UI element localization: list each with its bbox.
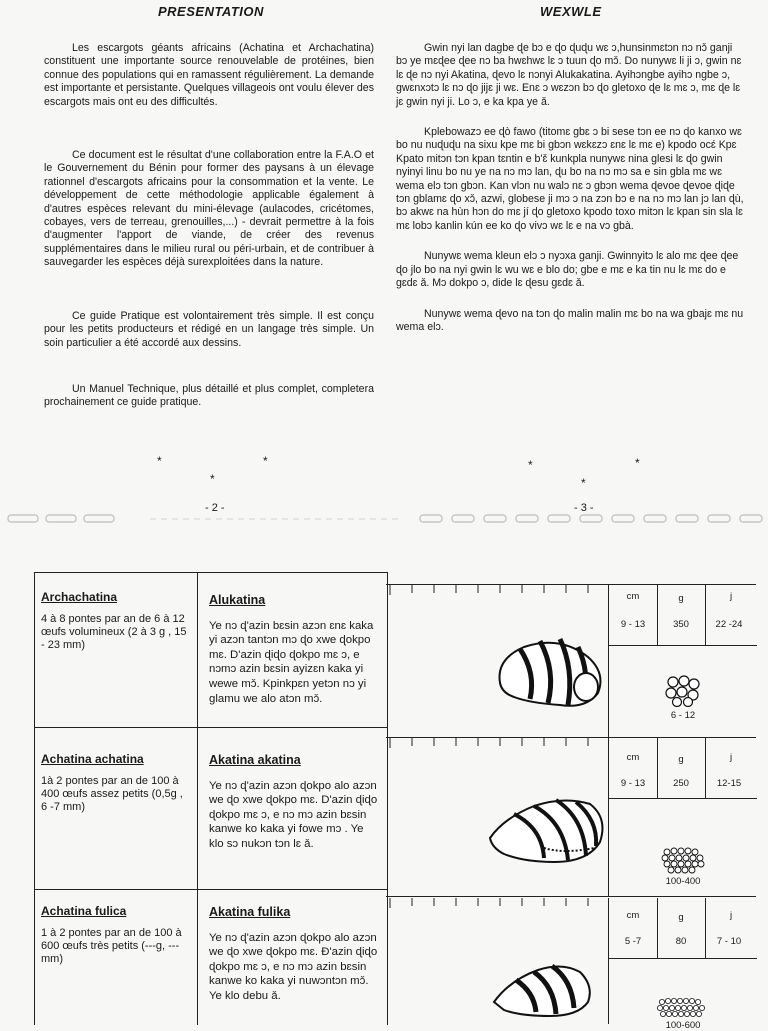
stat-header-cm: cm [626, 752, 640, 763]
snail-drawing-achatina-fulica [490, 950, 600, 1020]
species-name: Archachatina [41, 590, 118, 604]
species-cell [41, 753, 191, 814]
stats-box [608, 898, 757, 1031]
snail-drawing-achatina-achatina [484, 778, 614, 868]
eggs-drawing [657, 996, 707, 1020]
species-cell [41, 905, 191, 966]
asterisk: * [210, 472, 215, 486]
right-paragraph-1: Gwin nyi lan dagbe ɖe bɔ e ɖo ɖuɖu wɛ ɔ,hunsinmɛtɔn nɔ nɔ̌ ganji bɔ ye mɛɖee ɖee nɔ ba hwɛhwɛ lɛ ɔ tuun ɖo mɔ̌. Do nunywɛ li ji ɔ, gwin nɛ lɛ ɖe nɔ nyi Akatina, ɖevo lɛ nɔnyi Alukakatina. Ayihɔngbe ayihɔ ngbe ɔ, gwɛnxɔtɔ lɛ nɔ ɖo jijɛ ji wɛ. Enɛ ɔ wɛzɔn bɔ ɖo gletoxo ɖe lɛ mɛ ɔ, mɛ ɖe lɛ jɛ gwin nyi ji. Lo ɔ, e ka kpa ye ǎ. [396, 42, 742, 108]
snail-panel [386, 738, 756, 897]
left-paragraph-2: Ce document est le résultat d'une collaboration entre la F.A.O et le Gouvernement du Bénin pour former des paysans à un élevage rationnel d'escargots africains pour la consommation et la vente. Le développement de cette méthodologie applicable également à d'autres espèces relevant du mini-élevage (aulacodes, cricétomes, cobayes, vers de terreau, grenouilles,...) - devrait permettre à la fois d'augmenter l'apport de viande, de créer des revenus supplémentaires dans le milieu rural ou péri-urbain, et de contribuer à sauvegarder les espèces déjà surexploitées dans la nature. [44, 149, 374, 269]
stat-value-cm: 5 -7 [624, 936, 642, 947]
local-description: Ye nɔ ɖ'azin bɛsin azɔn ɛnɛ kaka yi azɔn tantɔn mɔ ɖo xwe ɖokpo mɛ. D'azin ɖiɖo ɖokpo mɛ ɔ, e nɔmɔ azin bɛsin ayizɛn kaka yi wewe mɔ̌. Kpinkpɛn yetɔn nɔ yi glamu we alo atɔn mɔ̌. [209, 619, 374, 705]
asterisk: * [157, 454, 162, 468]
stat-header-g: g [678, 593, 684, 604]
stat-value-cm: 9 - 13 [620, 778, 646, 789]
table-row [35, 727, 387, 890]
stat-header-j: j [729, 910, 733, 921]
eggs-drawing [661, 846, 705, 876]
species-cell [41, 591, 191, 652]
species-description: 1 à 2 pontes par an de 100 à 600 œufs très petits (---g, --- mm) [41, 927, 182, 965]
local-cell [209, 593, 381, 706]
left-page-number: - 2 - [205, 502, 225, 514]
stat-header-cm: cm [626, 591, 640, 602]
egg-count: 100-600 [665, 1020, 701, 1031]
local-description: Ye nɔ ɖ'azin azɔn ɖokpo alo azɔn we ɖo xwe ɖokpo mɛ. Ɖ'azin ɖiɖo ɖokpo mɛ ɔ, e nɔ mɔ azin bɛsin kanwe ko kaka yi nuwɔntɔn mɔ̌. Ye klo debu ǎ. [209, 931, 378, 1002]
asterisk: * [263, 454, 268, 468]
right-page-number: - 3 - [574, 502, 594, 514]
stat-value-cm: 9 - 13 [620, 619, 646, 630]
stat-header-g: g [678, 912, 684, 923]
table-row [35, 573, 387, 728]
left-page-body [44, 42, 374, 410]
species-name: Achatina achatina [41, 752, 144, 766]
stat-value-j: 12-15 [716, 778, 742, 789]
left-page-title: PRESENTATION [158, 4, 264, 19]
stats-box [608, 738, 757, 896]
right-paragraph-3: Nunywɛ wema kleun elɔ ɔ nyɔxa ganji. Gwinnyitɔ lɛ alo mɛ ɖee ɖee ɖo jlo bo na nyi gwin lɛ wu wɛ e blo do; gbe e mɛ e ka tin nu lɛ mɛ do e gɛdɛ ǎ. Mɔ dokpo ɔ, dide lɛ ɖesu gɛdɛ ǎ. [396, 250, 739, 290]
stats-box [608, 585, 757, 737]
stat-header-j: j [729, 752, 733, 763]
stat-value-j: 22 -24 [715, 619, 743, 630]
stat-header-g: g [678, 754, 684, 765]
stat-value-j: 7 - 10 [716, 936, 742, 947]
right-paragraph-4: Nunywɛ wema ɖevo na tɔn ɖo malin malin mɛ bo na wa gbajɛ mɛ nu wema elɔ. [396, 307, 744, 333]
ruler [386, 738, 606, 752]
stat-header-j: j [729, 591, 733, 602]
left-paragraph-3: Ce guide Pratique est volontairement très simple. Il est conçu pour les petits producteurs et rédigé en un langage très simple. Un soin particulier a été accordé aux dessins. [44, 309, 374, 349]
ruler [386, 898, 606, 912]
stat-value-g: 350 [673, 619, 689, 630]
snail-panel [386, 898, 756, 1031]
egg-count: 6 - 12 [670, 710, 696, 721]
snail-drawing-archachatina [490, 633, 610, 713]
stat-value-g: 250 [673, 778, 689, 789]
local-description: Ye nɔ ɖ'azin azɔn ɖokpo alo azɔn we ɖo xwe ɖokpo mɛ. D'azin ɖiɖo ɖokpo mɛ ɔ, e nɔ mɔ azin bɛsin kanwe ko kaka yi fowe mɔ . Ye klo sɔ nukɔn tɔn lɛ ǎ. [209, 779, 378, 850]
right-page-body [396, 42, 746, 334]
asterisk: * [581, 476, 586, 490]
species-description: 1à 2 pontes par an de 100 à 400 œufs assez petits (0,5g , 6 -7 mm) [41, 775, 183, 813]
local-name: Akatina akatina [209, 753, 301, 767]
asterisk: * [635, 456, 640, 470]
stat-value-g: 80 [675, 936, 687, 947]
species-table [34, 572, 388, 1025]
left-paragraph-4: Un Manuel Technique, plus détaillé et plus complet, completera prochainement ce guide pratique. [44, 382, 374, 409]
eggs-drawing [663, 673, 703, 707]
local-cell [209, 905, 381, 1004]
left-paragraph-1: Les escargots géants africains (Achatina et Archachatina) constituent une importante source renouvelable de protéines, bien connue des populations qui en ramassent régulièrement. La demande est importante et persistante. Quelques villageois ont voulu élever des escargots mais ont eu des difficultés. [44, 42, 374, 108]
stat-header-cm: cm [626, 910, 640, 921]
scan-edge-strip [0, 512, 768, 526]
local-name: Akatina fulika [209, 905, 291, 919]
egg-count: 100-400 [665, 876, 701, 887]
ruler [386, 585, 606, 599]
table-row [35, 889, 387, 1025]
snail-panel [386, 584, 756, 738]
local-cell [209, 753, 381, 852]
species-name: Achatina fulica [41, 904, 127, 918]
asterisk: * [528, 458, 533, 472]
local-name: Alukatina [209, 593, 266, 607]
right-paragraph-2: Kplebowazɔ ee ɖò fawo (titomɛ gbɛ ɔ bi sese tɔn ee nɔ ɖo kanxo wɛ bo nu nuɖuɖu na sixu kpe mɛ bi gbɔn wɛkɛzɔ ɛnɛ lɛ mɛ e) kpodo ocɛ́ Kpɛ Kpato mitɔn tɔn kpan tɛntin e b'ɛ̌ kunkpla nunywɛ nina glesi lɛ ɖo gwin nyinyi linu bo nu ye na nɔ mɔ lan, ɖu bo na nɔ mɔ sa e sin gbla mɛ wɛ wema elɔ tɔn gbɔn. Kan vlɔn nu walɔ nɛ ɔ gbɔn wema ɖevoe ɖevoe ɖiɖe tɔn gblamɛ ɖo xɔ̌, azwi, globese ji mɔ ɔ na zɔn bɔ e na nɔ mɔ lan jɔ lan ɖù, bɔ akwɛ na hùn hɔn do mɛ jí ɖo gletoxo kpodo toxo mitɔn lɛ kpan sin sla lɛ mɛ lobɔ kanlin kún ee ko ɖo vivɔ wɛ lɛ e na vɔ gbà. [396, 126, 744, 232]
right-page-title: WEXWLE [540, 4, 602, 19]
species-description: 4 à 8 pontes par an de 6 à 12 œufs volumineux (2 à 3 g , 15 - 23 mm) [41, 613, 187, 651]
